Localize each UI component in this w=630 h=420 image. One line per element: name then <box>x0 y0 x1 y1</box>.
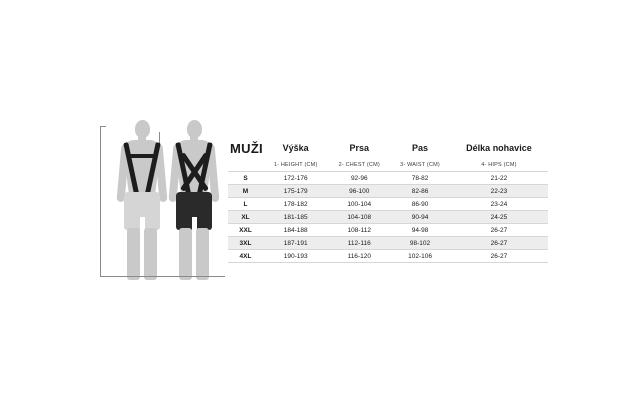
column-header-chest: Prsa <box>349 143 370 153</box>
row-size-label: M <box>228 185 263 198</box>
figure-leg-right-back <box>196 228 209 280</box>
subheader-chest: 2- CHEST (CM) <box>338 161 380 168</box>
table-title-row <box>228 138 548 158</box>
row-chest-value: 112-116 <box>328 237 390 250</box>
table-row <box>228 198 548 211</box>
row-height-value: 172-176 <box>263 172 328 185</box>
row-size-label: 3XL <box>228 237 263 250</box>
row-size-label: L <box>228 198 263 211</box>
row-hips-value: 24-25 <box>450 211 548 224</box>
size-table-head <box>228 138 548 172</box>
table-row <box>228 224 548 237</box>
row-height-value: 190-193 <box>263 250 328 263</box>
column-header-height: Výška <box>282 143 309 153</box>
figure-baseline <box>100 276 225 277</box>
row-size-label: S <box>228 172 263 185</box>
height-guide-line <box>100 126 101 276</box>
row-waist-value: 90-94 <box>390 211 450 224</box>
table-row <box>228 237 548 250</box>
size-table-container <box>228 138 548 263</box>
table-row <box>228 211 548 224</box>
row-waist-value: 102-106 <box>390 250 450 263</box>
size-table-body <box>228 172 548 263</box>
row-size-label: 4XL <box>228 250 263 263</box>
front-view-figure <box>118 120 166 280</box>
row-waist-value: 86-90 <box>390 198 450 211</box>
row-waist-value: 94-98 <box>390 224 450 237</box>
row-chest-value: 92-96 <box>328 172 390 185</box>
row-height-value: 187-191 <box>263 237 328 250</box>
row-chest-value: 108-112 <box>328 224 390 237</box>
figure-shorts-front <box>124 192 160 230</box>
row-height-value: 175-179 <box>263 185 328 198</box>
column-header-waist: Pas <box>412 143 429 153</box>
row-waist-value: 78-82 <box>390 172 450 185</box>
table-row <box>228 250 548 263</box>
row-hips-value: 26-27 <box>450 224 548 237</box>
back-view-figure <box>170 120 218 280</box>
row-hips-value: 22-23 <box>450 185 548 198</box>
size-table <box>228 138 548 263</box>
figure-panel <box>100 120 225 280</box>
column-header-inseam: Délka nohavice <box>466 143 532 153</box>
row-chest-value: 116-120 <box>328 250 390 263</box>
row-hips-value: 21-22 <box>450 172 548 185</box>
row-size-label: XXL <box>228 224 263 237</box>
row-height-value: 184-188 <box>263 224 328 237</box>
figure-shorts-back <box>176 192 212 230</box>
table-row <box>228 185 548 198</box>
row-waist-value: 82-86 <box>390 185 450 198</box>
row-hips-value: 26-27 <box>450 237 548 250</box>
figure-leg-right <box>144 228 157 280</box>
row-chest-value: 104-108 <box>328 211 390 224</box>
bib-chest-band <box>127 154 157 158</box>
table-subheader-row <box>228 158 548 172</box>
figure-leg-left-back <box>179 228 192 280</box>
subheader-waist: 3- WAIST (CM) <box>400 161 440 168</box>
row-hips-value: 23-24 <box>450 198 548 211</box>
row-chest-value: 96-100 <box>328 185 390 198</box>
page-title: MUŽI <box>230 140 263 156</box>
row-chest-value: 100-104 <box>328 198 390 211</box>
row-height-value: 178-182 <box>263 198 328 211</box>
table-row <box>228 172 548 185</box>
row-waist-value: 98-102 <box>390 237 450 250</box>
figure-leg-left <box>127 228 140 280</box>
height-guide-top-tick <box>100 126 106 127</box>
row-size-label: XL <box>228 211 263 224</box>
row-height-value: 181-185 <box>263 211 328 224</box>
subheader-empty <box>228 158 263 172</box>
subheader-height: 1- HEIGHT (CM) <box>273 161 318 168</box>
row-hips-value: 26-27 <box>450 250 548 263</box>
subheader-hips: 4- HIPS (CM) <box>481 161 517 168</box>
